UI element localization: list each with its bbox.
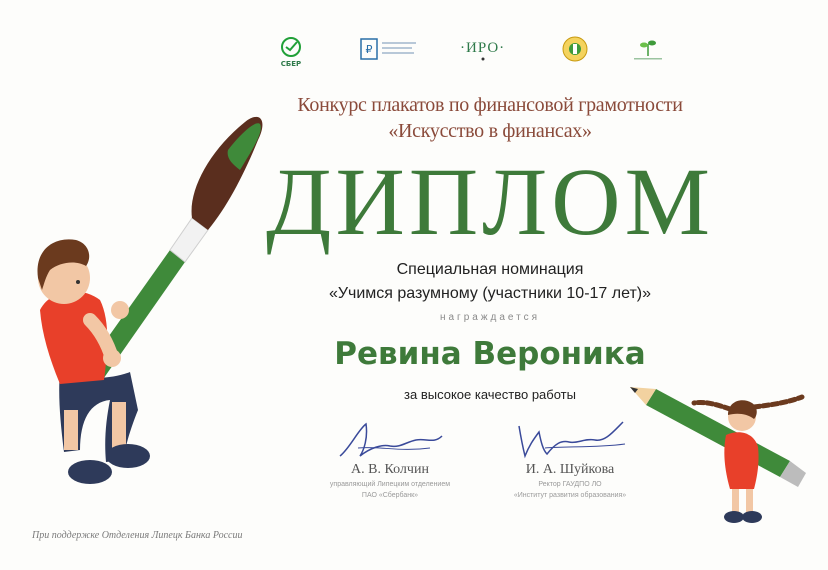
contest-title	[200, 92, 780, 144]
sber-icon	[280, 36, 302, 58]
nomination-line2: «Учимся разумному (участники 10-17 лет)»	[328, 285, 652, 302]
diploma-heading: ДИПЛОМ	[266, 148, 714, 255]
signatory-left-post2: ПАО «Сбербанк»	[361, 492, 419, 499]
nomination	[230, 258, 750, 306]
logos-row	[280, 36, 700, 76]
nomination-line1: Специальная номинация	[396, 261, 584, 278]
iro-logo	[460, 40, 505, 61]
emblem-logo	[562, 36, 588, 62]
girl-with-pencil-illustration	[630, 385, 810, 530]
signatory-right-name: И. А. Шуйкова	[525, 462, 615, 477]
awarded-label: награждается	[439, 312, 541, 323]
signatory-left-post1: управляющий Липецким отделением	[329, 481, 451, 488]
svg-text:₽: ₽	[365, 43, 373, 56]
sprout-icon	[630, 36, 666, 62]
signature-block-left	[290, 418, 490, 500]
boy-with-brush-illustration	[20, 110, 270, 500]
ministry-logo	[360, 36, 420, 62]
support-note: При поддержке Отделения Липецк Банка России	[32, 530, 243, 541]
iro-caption: ·ИРО·	[460, 40, 506, 56]
signature-right-icon	[505, 418, 635, 462]
signatory-right-post1: Ректор ГАУДПО ЛО	[538, 481, 602, 488]
award-reason: за высокое качество работы	[404, 387, 576, 402]
iro-icon	[479, 57, 487, 61]
sprout-logo	[630, 36, 666, 62]
signature-left-icon	[330, 418, 450, 462]
sber-caption: СБЕР	[280, 60, 302, 68]
signatory-left-name: А. В. Колчин	[351, 462, 429, 477]
contest-title-line2: «Искусство в финансах»	[388, 120, 592, 142]
contest-title-line1: Конкурс плакатов по финансовой грамотности	[297, 94, 683, 116]
emblem-icon	[562, 36, 588, 62]
signatory-right-post2: «Институт развития образования»	[513, 492, 627, 499]
sber-logo	[280, 36, 302, 68]
ministry-icon	[360, 36, 420, 62]
winner-name: Ревина Вероника	[334, 336, 646, 372]
